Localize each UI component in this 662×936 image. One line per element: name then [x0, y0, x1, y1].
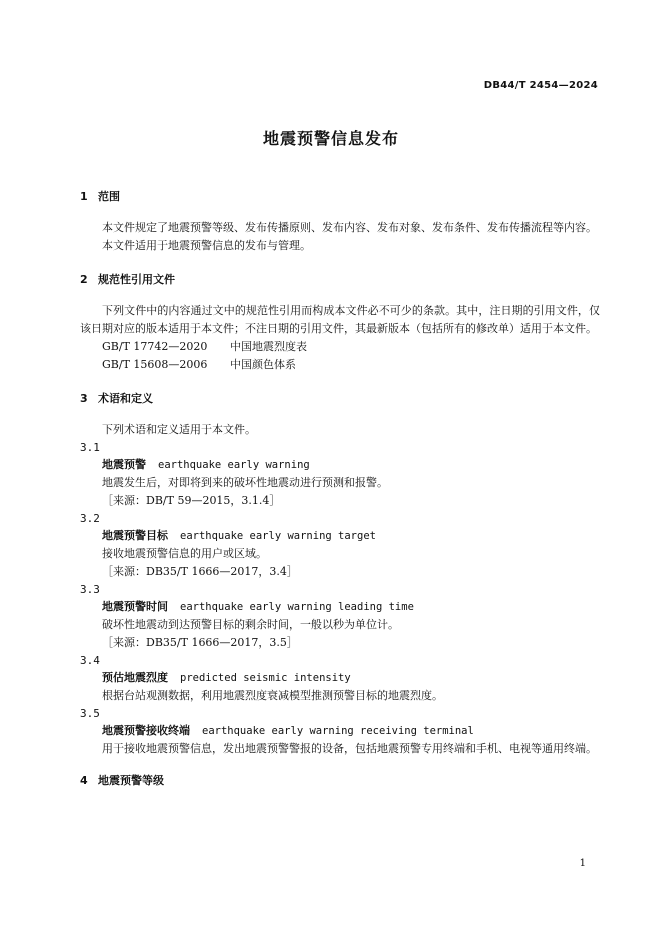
term-name-zh: 地震预警时间 — [102, 600, 168, 613]
term-name-zh: 预估地震烈度 — [102, 671, 168, 684]
paragraph: 下列术语和定义适用于本文件。 — [102, 423, 256, 436]
term-definition: 地震发生后，对即将到来的破坏性地震动进行预测和报警。 — [102, 476, 388, 489]
term-number: 3.1 — [80, 441, 100, 454]
term-name — [80, 669, 600, 687]
section-number: 1 — [80, 190, 88, 203]
term-definition: 接收地震预警信息的用户或区域。 — [102, 547, 267, 560]
reference-item — [80, 338, 600, 356]
term-definition: 根据台站观测数据，利用地震烈度衰减模型推测预警目标的地震烈度。 — [102, 689, 443, 702]
term-source: ［来源：DB35/T 1666—2017，3.5］ — [102, 636, 298, 649]
section-number: 3 — [80, 392, 88, 405]
reference-item — [80, 356, 600, 374]
document-body — [80, 188, 600, 789]
term-number: 3.2 — [80, 512, 100, 525]
term-name-zh: 地震预警目标 — [102, 529, 168, 542]
term-name-en: earthquake early warning receiving terminal — [202, 725, 474, 737]
term-name-en: earthquake early warning target — [180, 530, 376, 542]
section-4-heading — [80, 772, 600, 789]
reference-code: GB/T 15608—2006 — [102, 358, 208, 371]
section-3-heading — [80, 390, 600, 407]
section-number: 4 — [80, 774, 88, 787]
section-number: 2 — [80, 273, 88, 286]
term-name-zh: 地震预警 — [102, 458, 146, 471]
term-name — [80, 598, 600, 616]
paragraph: 本文件适用于地震预警信息的发布与管理。 — [102, 239, 311, 252]
section-title: 范围 — [98, 190, 120, 203]
section-1-heading — [80, 188, 600, 205]
term-name — [80, 456, 600, 474]
standard-code: DB44/T 2454—2024 — [483, 80, 598, 91]
reference-name: 中国颜色体系 — [230, 358, 296, 371]
term-source: ［来源：DB35/T 1666—2017，3.4］ — [102, 565, 298, 578]
paragraph: 下列文件中的内容通过文中的规范性引用而构成本文件必不可少的条款。其中，注日期的引用文件，仅该日期对应的版本适用于本文件；不注日期的引用文件，其最新版本（包括所有的修改单）适用于本文件。 — [80, 304, 600, 335]
term-name-zh: 地震预警接收终端 — [102, 724, 190, 737]
term-name — [80, 722, 600, 740]
term-name-en: predicted seismic intensity — [180, 672, 351, 684]
term-number: 3.5 — [80, 707, 100, 720]
section-title: 地震预警等级 — [98, 774, 164, 787]
reference-code: GB/T 17742—2020 — [102, 340, 208, 353]
term-definition: 破坏性地震动到达预警目标的剩余时间，一般以秒为单位计。 — [102, 618, 399, 631]
term-name-en: earthquake early warning leading time — [180, 601, 414, 613]
term-number: 3.4 — [80, 654, 100, 667]
paragraph: 本文件规定了地震预警等级、发布传播原则、发布内容、发布对象、发布条件、发布传播流程等内容。 — [102, 221, 597, 234]
reference-name: 中国地震烈度表 — [230, 340, 307, 353]
section-title: 规范性引用文件 — [98, 273, 175, 286]
section-title: 术语和定义 — [98, 392, 153, 405]
term-definition: 用于接收地震预警信息，发出地震预警警报的设备，包括地震预警专用终端和手机、电视等通用终端。 — [102, 742, 597, 755]
document-title: 地震预警信息发布 — [262, 129, 399, 148]
page-number: 1 — [579, 858, 586, 869]
term-number: 3.3 — [80, 583, 100, 596]
section-2-heading — [80, 271, 600, 288]
term-name-en: earthquake early warning — [158, 459, 310, 471]
term-source: ［来源：DB/T 59—2015，3.1.4］ — [102, 494, 281, 507]
term-name — [80, 527, 600, 545]
